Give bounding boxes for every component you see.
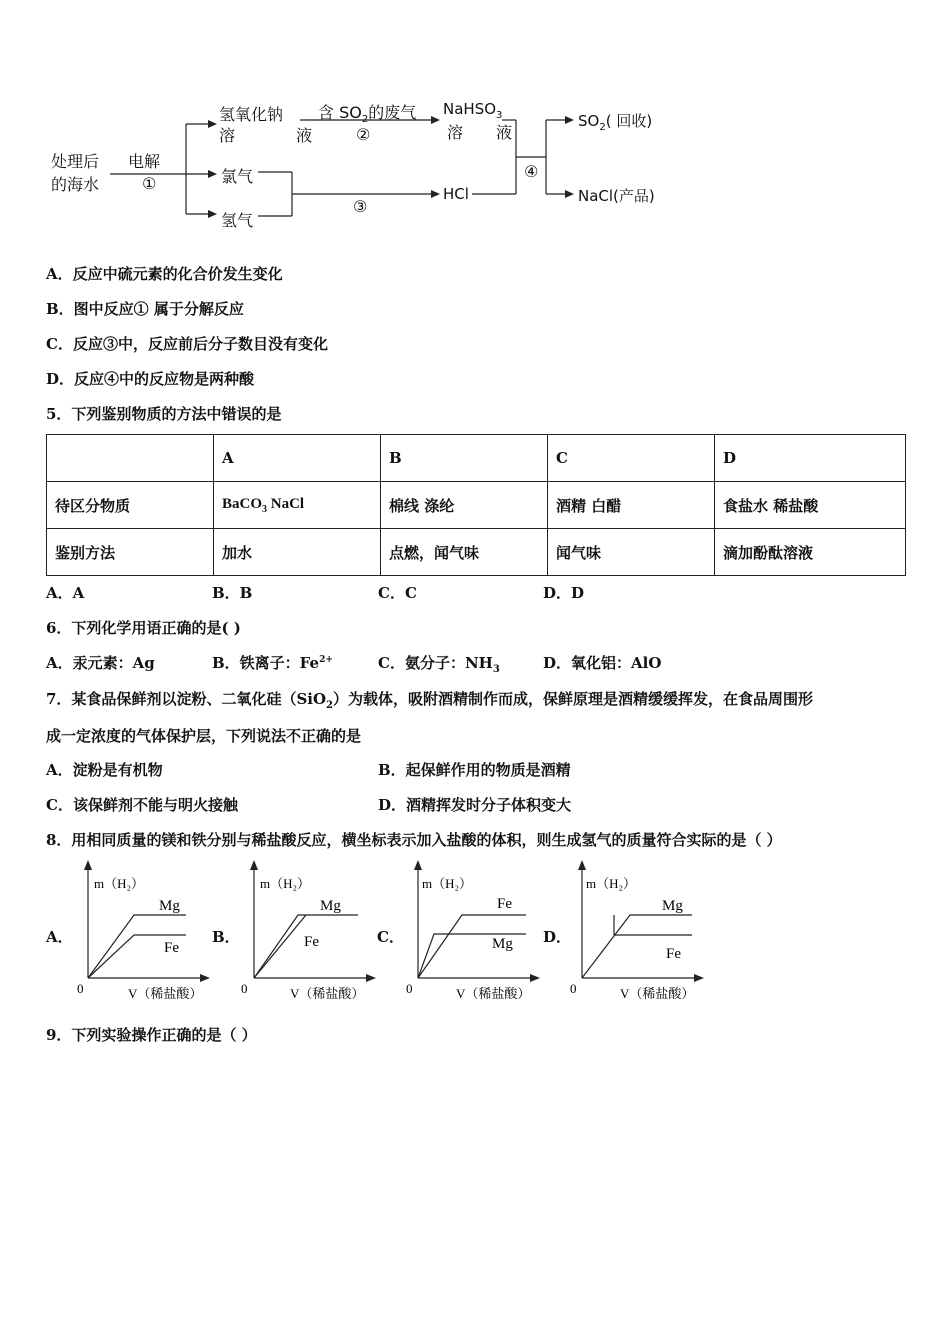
q5-cell: 食盐水 稀盐酸 xyxy=(715,482,906,529)
q5-header-cell: C xyxy=(548,435,715,482)
q8-graph-d xyxy=(568,858,708,1006)
q5-header-cell: D xyxy=(715,435,906,482)
q8-graph-c xyxy=(404,858,544,1006)
q8-graph-d-top-label: Mg xyxy=(662,898,683,914)
q5-stem: 5．下列鉴别物质的方法中错误的是 xyxy=(46,405,282,423)
q8-graph-d-bottom-label: Fe xyxy=(666,946,681,962)
q6-option-d: D．氧化铝：AlO xyxy=(543,654,662,672)
q8-graph-c-xlabel: V（稀盐酸） xyxy=(456,986,531,1001)
q8-option-label-a: A． xyxy=(46,928,73,946)
flow-step2-num: ② xyxy=(356,125,371,144)
q8-graph-b-line-bottom xyxy=(254,915,306,978)
q7-stem-line2: 成一定浓度的气体保护层，下列说法不正确的是 xyxy=(46,727,362,745)
q6-stem: 6．下列化学用语正确的是( ) xyxy=(46,619,241,637)
q8-option-label-c: C． xyxy=(377,928,404,946)
q5-header-cell: B xyxy=(381,435,548,482)
q5-option-c: C．C xyxy=(378,584,417,602)
q7-stem-line1: 7．某食品保鲜剂以淀粉、二氧化硅（SiO$_2$）为载体，吸附酒精制作而成，保鲜原理是酒精缓缓挥发，在食品周围形 xyxy=(46,690,814,711)
flow-step1-num: ① xyxy=(142,174,157,193)
q5-cell: 滴加酚酞溶液 xyxy=(715,529,906,576)
q4-option-c: C．反应③中，反应前后分子数目没有变化 xyxy=(46,335,328,353)
flow-naoh-line2: 溶 液 xyxy=(219,126,341,145)
table-row xyxy=(47,529,906,576)
q7-option-d: D．酒精挥发时分子体积变大 xyxy=(378,796,572,814)
q8-option-label-b: B． xyxy=(212,928,240,946)
q8-graph-a xyxy=(72,858,212,1006)
q8-graph-b xyxy=(238,858,378,1006)
q8-graph-b-origin: 0 xyxy=(241,981,248,996)
flow-step4-num: ④ xyxy=(524,162,539,181)
flow-nahso3-line1: NaHSO$_3$ xyxy=(443,100,503,121)
q8-graph-b-ylabel: m（H₂） xyxy=(260,876,311,891)
table-row xyxy=(47,482,906,529)
q5-header-cell xyxy=(47,435,214,482)
q4-option-a: A．反应中硫元素的化合价发生变化 xyxy=(46,265,283,283)
flow-chlorine: 氯气 xyxy=(221,167,254,186)
q5-cell: 鉴别方法 xyxy=(47,529,214,576)
q8-graph-b-top-label: Mg xyxy=(320,898,341,914)
q5-cell: 点燃，闻气味 xyxy=(381,529,548,576)
flow-hcl: HCl xyxy=(443,185,469,203)
flow-hydrogen: 氢气 xyxy=(221,211,254,230)
q8-graph-c-top-label: Fe xyxy=(497,896,512,912)
q5-header-cell: A xyxy=(214,435,381,482)
q5-cell: 待区分物质 xyxy=(47,482,214,529)
flow-so2-recycle: $SO_2$( 回收) xyxy=(578,112,653,133)
q8-graph-d-line-bottom xyxy=(614,915,692,935)
q5-cell: 闻气味 xyxy=(548,529,715,576)
q4-option-b: B．图中反应① 属于分解反应 xyxy=(46,300,244,318)
q5-cell: 加水 xyxy=(214,529,381,576)
flow-step2-label: 含 $SO_2$的废气 xyxy=(318,103,417,126)
q8-graph-b-xlabel: V（稀盐酸） xyxy=(290,986,365,1001)
q4-option-d: D．反应④中的反应物是两种酸 xyxy=(46,370,255,388)
q5-cell: 棉线 涤纶 xyxy=(381,482,548,529)
q5-cell: BaCO$_3$ NaCl xyxy=(214,482,381,529)
q8-graph-c-ylabel: m（H₂） xyxy=(422,876,473,891)
q8-graph-a-bottom-label: Fe xyxy=(164,940,179,956)
q7-option-a: A．淀粉是有机物 xyxy=(46,761,163,779)
q8-graph-d-origin: 0 xyxy=(570,981,577,996)
q6-option-b: B．铁离子：$Fe^{2+}$ xyxy=(212,654,333,672)
q8-graph-c-origin: 0 xyxy=(406,981,413,996)
q5-cell: 酒精 白醋 xyxy=(548,482,715,529)
flow-step1-label: 电解 xyxy=(128,152,161,171)
flow-nacl-product: NaCl(产品) xyxy=(578,187,655,205)
q5-option-a: A．A xyxy=(46,584,85,602)
q8-graph-d-ylabel: m（H₂） xyxy=(586,876,637,891)
flow-step3-num: ③ xyxy=(353,197,368,216)
flow-naoh-line1: 氢氧化钠 xyxy=(219,105,284,124)
q5-table xyxy=(46,434,906,576)
q8-graph-a-origin: 0 xyxy=(77,981,84,996)
flow-start-line2: 的海水 xyxy=(51,175,100,194)
q8-graph-a-top-label: Mg xyxy=(159,898,180,914)
q8-graph-a-xlabel: V（稀盐酸） xyxy=(128,986,203,1001)
q6-option-a: A．汞元素：Ag xyxy=(46,654,155,672)
q8-graph-b-bottom-label: Fe xyxy=(304,934,319,950)
q7-option-c: C．该保鲜剂不能与明火接触 xyxy=(46,796,238,814)
q8-graph-a-ylabel: m（H₂） xyxy=(94,876,145,891)
q6-option-c: C．氨分子：$NH_3$ xyxy=(378,654,500,675)
q5-option-d: D．D xyxy=(543,584,585,602)
table-row xyxy=(47,435,906,482)
q8-graph-c-bottom-label: Mg xyxy=(492,936,513,952)
q7-option-b: B．起保鲜作用的物质是酒精 xyxy=(378,761,571,779)
q5-option-b: B．B xyxy=(212,584,253,602)
q9-stem: 9．下列实验操作正确的是（ ） xyxy=(46,1026,257,1044)
q8-stem: 8．用相同质量的镁和铁分别与稀盐酸反应，横坐标表示加入盐酸的体积，则生成氢气的质量符合实际的是（ ） xyxy=(46,831,782,849)
flow-start-line1: 处理后 xyxy=(51,152,100,171)
q8-option-label-d: D． xyxy=(543,928,572,946)
flow-nahso3-line2: 溶 液 xyxy=(447,123,527,142)
q8-graph-d-xlabel: V（稀盐酸） xyxy=(620,986,695,1001)
